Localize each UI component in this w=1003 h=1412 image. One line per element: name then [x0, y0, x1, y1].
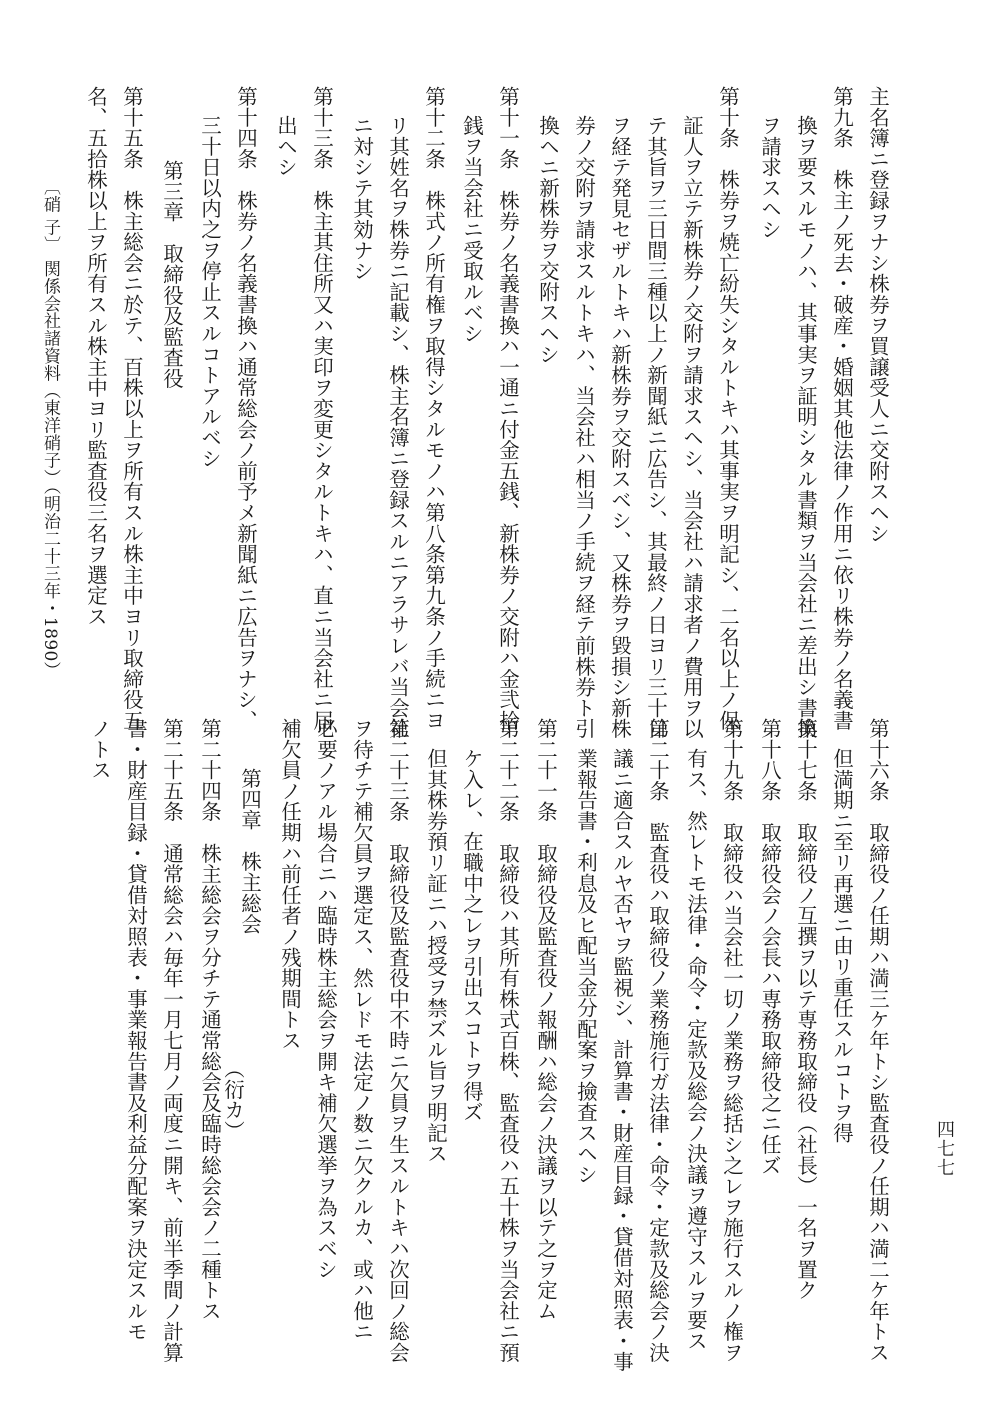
text-column: 第十二条 株式ノ所有権ヲ取得シタルモノハ第八条第九条ノ手続ニヨ	[421, 86, 446, 731]
text-column: ニ対シテ其効ナシ	[349, 115, 374, 282]
chapter-heading: 第四章 株主総会	[237, 768, 262, 935]
text-column: 銭ヲ当会社ニ受取ルベシ	[459, 115, 484, 344]
text-column: 補欠員ノ任期ハ前任者ノ残期間トス	[277, 718, 302, 1051]
page-number: 四七七	[934, 1120, 955, 1177]
annotation-note: （衍カ）	[220, 1058, 245, 1142]
text-column: 主名簿ニ登録ヲナシ株券ヲ買譲受人ニ交附スヘシ	[865, 86, 890, 544]
footer-source: 関係会社諸資料（東洋硝子）（明治二十三年・1890）	[40, 260, 60, 680]
text-column: ヲ待チテ補欠員ヲ選定ス、然レドモ法定ノ数ニ欠クルカ、或ハ他ニ	[349, 718, 374, 1342]
text-column: ケ入レ、在職中之レヲ引出スコトヲ得ズ	[459, 748, 484, 1123]
text-column: ヲ請求スヘシ	[757, 115, 782, 240]
text-column: 第二十条 監査役ハ取締役ノ業務施行ガ法律・命令・定款及総会ノ決	[645, 718, 670, 1363]
text-column: 第十一条 株券ノ名義書換ハ一通ニ付金五銭、新株券ノ交附ハ金弐拾	[495, 86, 520, 731]
text-column: リ其姓名ヲ株券ニ記載シ、株主名簿ニ登録スルニアラサレバ当会社	[385, 115, 410, 739]
text-column: 三十日以内之ヲ停止スルコトアルベシ	[197, 115, 222, 469]
text-column: 第十八条 取締役会ノ会長ハ専務取締役之ニ任ズ	[757, 718, 782, 1176]
text-column: 業報告書・利息及ヒ配当金分配案ヲ撿査スヘシ	[573, 748, 598, 1185]
text-column: テ其旨ヲ三日間三種以上ノ新聞紙ニ広告シ、其最終ノ日ヨリ三十日	[643, 115, 668, 739]
text-column: 第十六条 取締役ノ任期ハ満三ケ年トシ監査役ノ任期ハ満二ケ年トス	[865, 718, 890, 1363]
text-column: 出ヘシ	[273, 115, 298, 178]
text-column: 換ヘニ新株券ヲ交附スヘシ	[535, 115, 560, 365]
text-column: 換ヲ要スルモノハ、其事実ヲ証明シタル書類ヲ当会社ニ差出シ書換	[793, 115, 818, 739]
chapter-heading: 第三章 取締役及監査役	[159, 160, 184, 389]
text-column: 必要ノアル場合ニハ臨時株主総会ヲ開キ補欠選挙ヲ為スベシ	[313, 718, 338, 1280]
text-column: 第十四条 株券ノ名義書換ハ通常総会ノ前予メ新聞紙ニ広告ヲナシ、	[233, 86, 258, 731]
text-column: 証人ヲ立テ新株券ノ交附ヲ請求スヘシ、当会社ハ請求者ノ費用ヲ以	[679, 115, 704, 739]
text-column: 第二十四条 株主総会ヲ分チテ通常総会及臨時総会会ノ二種トス	[197, 718, 222, 1322]
text-column: ノトス	[87, 718, 112, 781]
text-column: 書・財産目録・貸借対照表・事業報告書及利益分配案ヲ決定スルモ	[123, 718, 148, 1342]
text-column: 第二十二条 取締役ハ其所有株式百株、監査役ハ五十株ヲ当会社ニ預	[495, 718, 520, 1363]
text-column: 第十三条 株主其住所又ハ実印ヲ変更シタルトキハ、直ニ当会社ニ届	[309, 86, 334, 731]
text-column: 第十七条 取締役ノ互撰ヲ以テ専務取締役（社長）一名ヲ置ク	[793, 718, 818, 1301]
text-column: 有ス、然レトモ法律・命令・定款及総会ノ決議ヲ遵守スルヲ要ス	[683, 748, 708, 1352]
text-column: 但満期ニ至リ再選ニ由リ重任スルコトヲ得	[829, 748, 854, 1144]
text-column: 第二十三条 取締役及監査役中不時ニ欠員ヲ生スルトキハ次回ノ総会	[385, 718, 410, 1363]
text-column: 第十五条 株主総会ニ於テ、百株以上ヲ所有スル株主中ヨリ取締役五	[119, 86, 144, 731]
text-column: 名、五拾株以上ヲ所有スル株主中ヨリ監査役三名ヲ選定ス	[83, 86, 108, 627]
text-column: 第十九条 取締役ハ当会社一切ノ業務ヲ総括シ之レヲ施行スルノ権ヲ	[719, 718, 744, 1363]
text-column: 第十条 株券ヲ焼亡紛失シタルトキハ其事実ヲ明記シ、二名以上ノ保	[715, 86, 740, 731]
footer-tag: 〔硝 子〕	[40, 178, 60, 254]
text-column: 但其株券預リ証ニハ授受ヲ禁ズル旨ヲ明記ス	[423, 748, 448, 1164]
text-column: 議ニ適合スルヤ否ヤヲ監視シ、計算書・財産目録・貸借対照表・事	[609, 748, 634, 1372]
text-column: 第二十一条 取締役及監査役ノ報酬ハ総会ノ決議ヲ以テ之ヲ定ム	[533, 718, 558, 1322]
text-column: 第九条 株主ノ死去・破産・婚姻其他法律ノ作用ニ依リ株券ノ名義書	[829, 86, 854, 731]
text-column: 第二十五条 通常総会ハ毎年一月七月ノ両度ニ開キ、前半季間ノ計算	[159, 718, 184, 1363]
text-column: ヲ経テ発見セザルトキハ新株券ヲ交附スベシ、又株券ヲ毀損シ新株	[607, 115, 632, 739]
text-column: 券ノ交附ヲ請求スルトキハ、当会社ハ相当ノ手続ヲ経テ前株券ト引	[571, 115, 596, 739]
